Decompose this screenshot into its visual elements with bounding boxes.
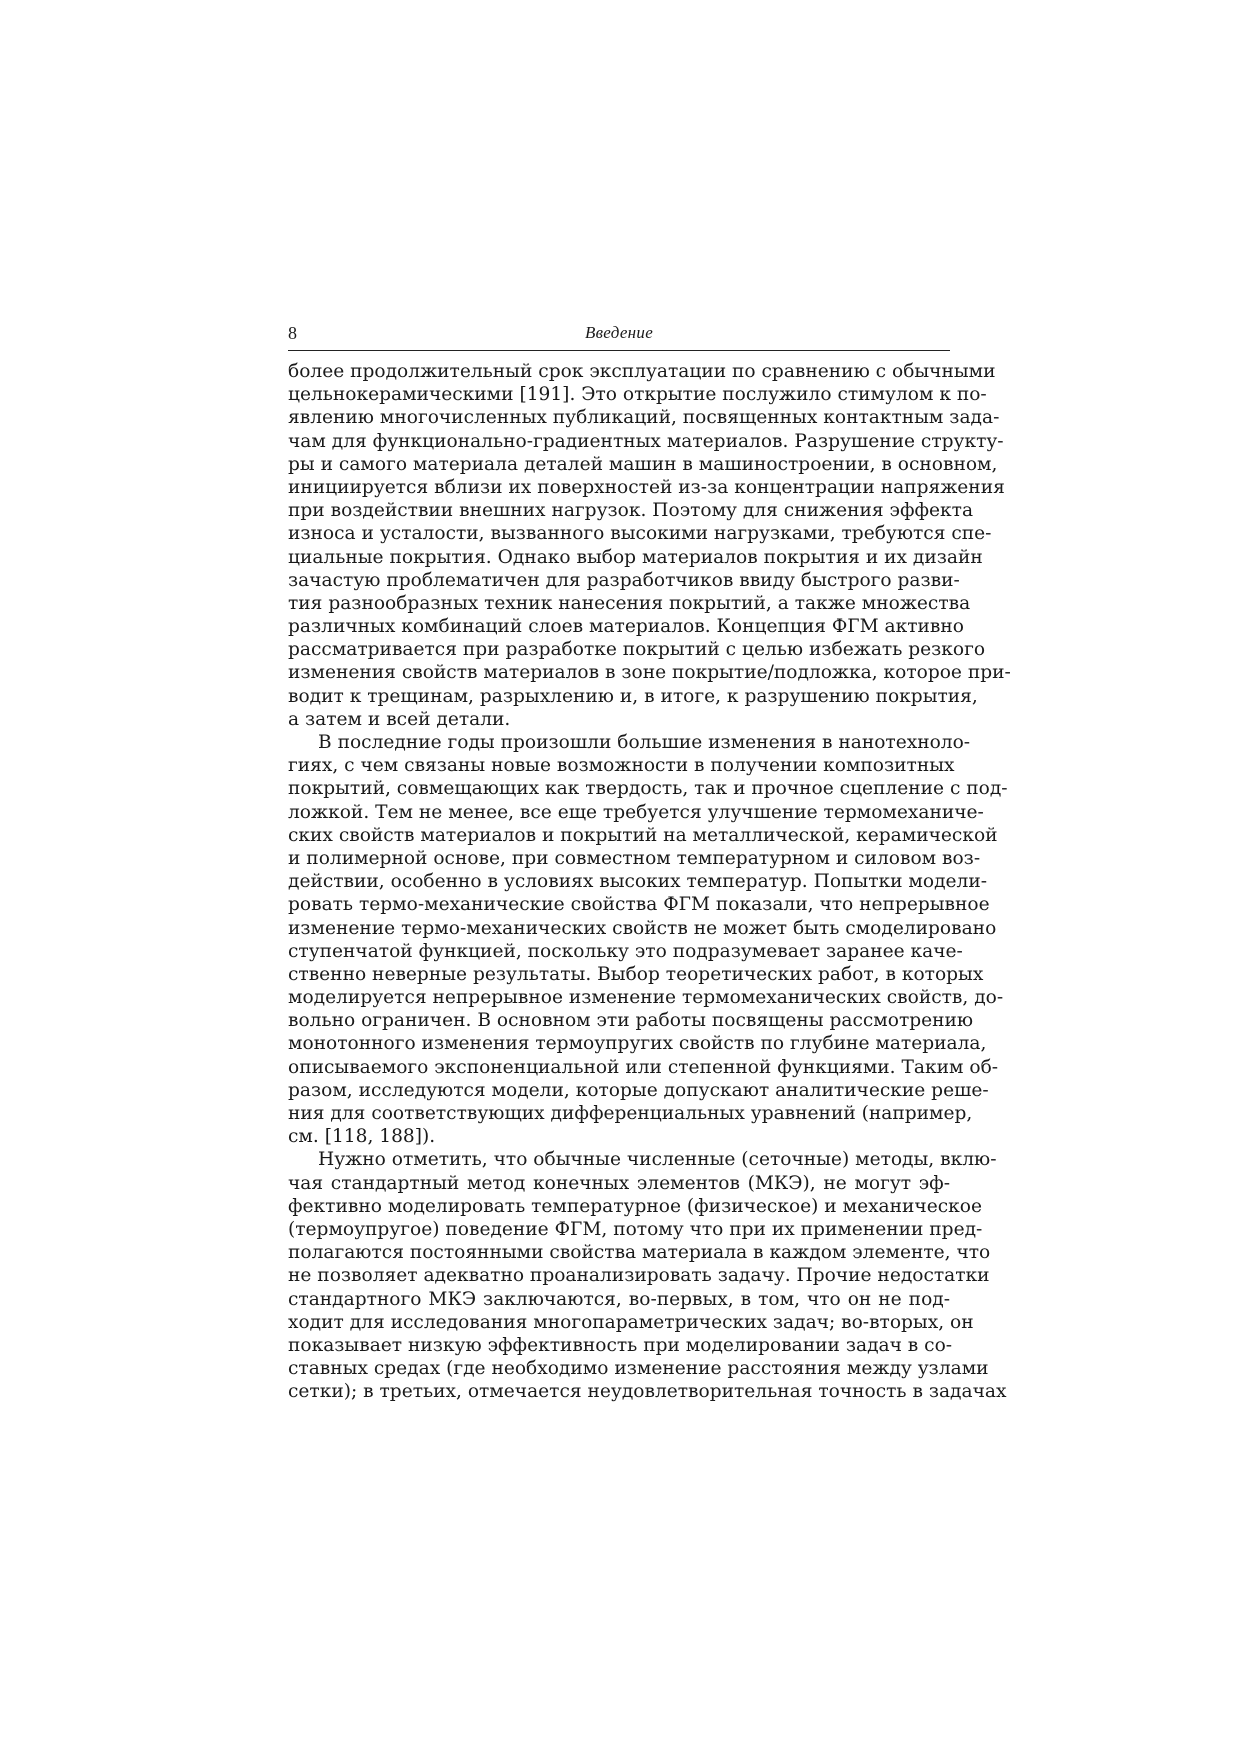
text-line: ровать термо-механические свойства ФГМ показали, что непрерывное	[288, 894, 990, 916]
text-line: ходит для исследования многопараметрических задач; во-вторых, он	[288, 1311, 974, 1333]
text-line: (термоупругое) поведение ФГМ, потому что при их применении пред-	[288, 1218, 983, 1240]
paragraph	[288, 731, 1008, 1148]
text-line: ских свойств материалов и покрытий на металлической, керамической	[288, 824, 998, 846]
text-line: износа и усталости, вызванного высокими нагрузками, требуются спе-	[288, 523, 992, 545]
text-line: явлению многочисленных публикаций, посвященных контактным зада-	[288, 407, 1000, 429]
text-line: различных комбинаций слоев материалов. Концепция ФГМ активно	[288, 616, 964, 638]
running-header	[288, 322, 950, 351]
text-line: более продолжительный срок эксплуатации по сравнению с обычными	[288, 361, 996, 382]
text-line: и полимерной основе, при совместном температурном и силовом воз-	[288, 847, 981, 869]
text-line: монотонного изменения термоупругих свойств по глубине материала,	[288, 1033, 987, 1055]
text-line: Нужно отметить, что обычные численные (сеточные) методы, вклю-	[318, 1149, 997, 1171]
text-line: при воздействии внешних нагрузок. Поэтому для снижения эффекта	[288, 500, 974, 522]
text-line: полагаются постоянными свойства материала в каждом элементе, что	[288, 1242, 991, 1264]
text-line: а затем и всей детали.	[288, 708, 511, 730]
book-page	[288, 322, 1011, 1403]
chapter-title: Введение	[584, 323, 654, 342]
text-line: вольно ограничен. В основном эти работы посвящены рассмотрению	[288, 1010, 974, 1032]
text-line: см. [118, 188]).	[288, 1126, 436, 1148]
text-line: показывает низкую эффективность при моделировании задач в со-	[288, 1334, 953, 1356]
body-text	[288, 360, 1011, 1403]
text-line: стандартного МКЭ заключаются, во-первых, в том, что он не под-	[288, 1288, 950, 1310]
text-line: моделируется непрерывное изменение термомеханических свойств, до-	[288, 987, 1004, 1009]
paragraph	[288, 1148, 1007, 1403]
text-line: ставных средах (где необходимо изменение расстояния между узлами	[288, 1358, 989, 1380]
text-line: В последние годы произошли большие изменения в нанотехноло-	[318, 732, 971, 753]
text-line: тия разнообразных техник нанесения покрытий, а также множества	[288, 592, 971, 614]
paragraph	[288, 360, 1011, 731]
text-line: рассматривается при разработке покрытий с целью избежать резкого	[288, 639, 986, 661]
text-line: не позволяет адекватно проанализировать задачу. Прочие недостатки	[288, 1265, 990, 1287]
text-line: действии, особенно в условиях высоких температур. Попытки модели-	[288, 871, 988, 893]
text-line: разом, исследуются модели, которые допускают аналитические реше-	[288, 1079, 989, 1101]
text-line: покрытий, совмещающих как твердость, так и прочное сцепление с под-	[288, 778, 1008, 800]
text-line: ложкой. Тем не менее, все еще требуется улучшение термомеханиче-	[288, 801, 984, 823]
page-number: 8	[288, 323, 297, 343]
text-line: цельнокерамическими [191]. Это открытие послужило стимулом к по-	[288, 384, 987, 406]
text-line: водит к трещинам, разрыхлению и, в итоге, к разрушению покрытия,	[288, 685, 978, 707]
text-line: изменение термо-механических свойств не может быть смоделировано	[288, 917, 997, 939]
text-line: ния для соответствующих дифференциальных уравнений (например,	[288, 1103, 973, 1124]
text-line: ственно неверные результаты. Выбор теоретических работ, в которых	[288, 963, 984, 985]
text-line: изменения свойств материалов в зоне покрытие/подложка, которое при-	[288, 662, 1011, 684]
text-line: зачастую проблематичен для разработчиков ввиду быстрого разви-	[288, 569, 960, 591]
text-line: инициируется вблизи их поверхностей из-за концентрации напряжения	[288, 476, 1005, 498]
text-line: ры и самого материала деталей машин в машиностроении, в основном,	[288, 453, 998, 475]
text-line: описываемого экспоненциальной или степенной функциями. Таким об-	[288, 1056, 999, 1078]
text-line: чая стандартный метод конечных элементов (МКЭ), не могут эф-	[288, 1172, 950, 1194]
text-line: сетки); в третьих, отмечается неудовлетворительная точность в задачах	[288, 1381, 1007, 1403]
text-line: чам для функционально-градиентных материалов. Разрушение структу-	[288, 430, 1004, 452]
text-line: фективно моделировать температурное (физическое) и механическое	[288, 1195, 982, 1217]
text-line: циальные покрытия. Однако выбор материалов покрытия и их дизайн	[288, 546, 983, 568]
text-line: ступенчатой функцией, поскольку это подразумевает заранее каче-	[288, 940, 963, 962]
text-line: гиях, с чем связаны новые возможности в получении композитных	[288, 755, 955, 777]
